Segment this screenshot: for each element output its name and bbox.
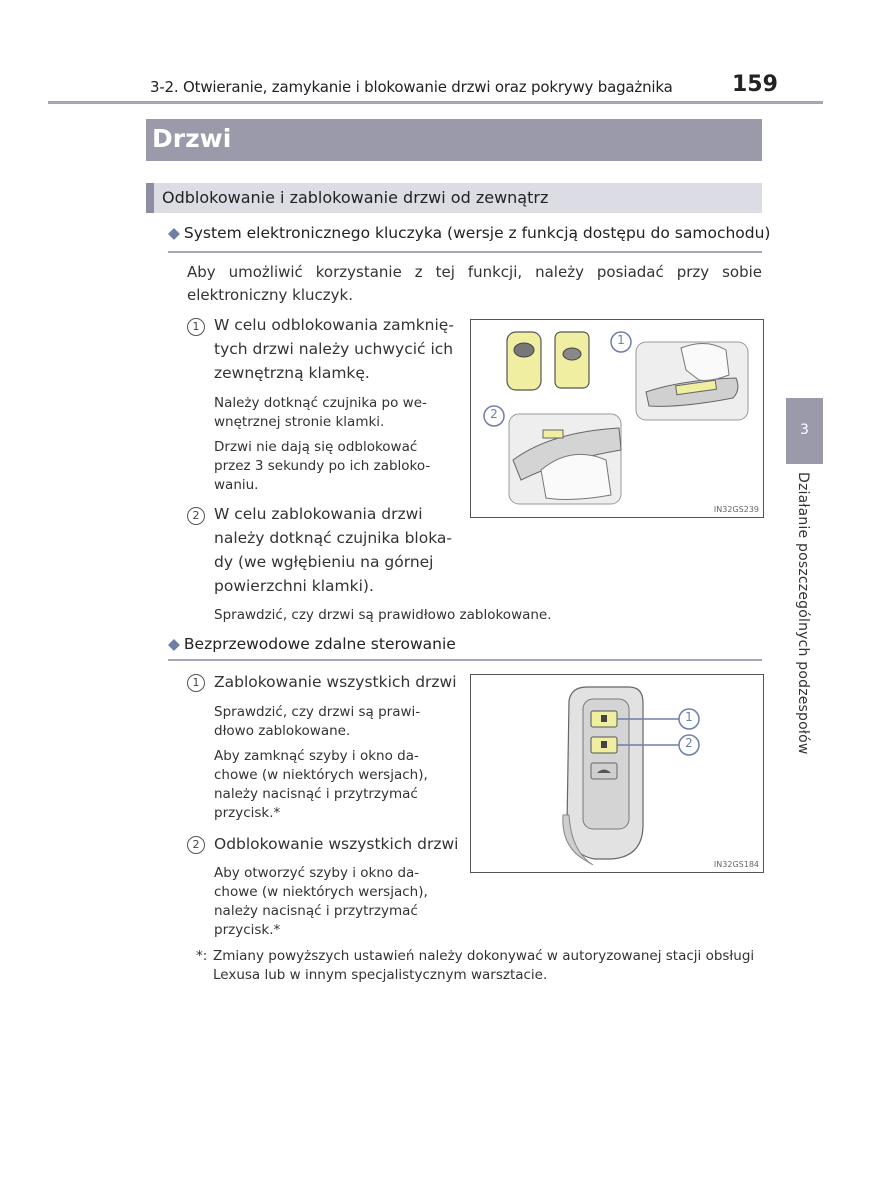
callout-number-1: 1 [187,674,205,692]
page-title-bar [146,119,762,161]
footnote [213,947,768,985]
subheading-smart-text: System elektronicznego kluczyka (wersje z funkcją dostępu do samochodu) [183,224,771,242]
remote-note-line: przycisk.* [214,805,281,821]
figure-remote-key [470,674,764,873]
figure-callout-1: 1 [685,710,693,724]
footnote-line: Zmiany powyższych ustawień należy dokonywać w autoryzowanej stacji obsługi [213,948,755,964]
smart-item-1 [214,313,454,385]
subheading-remote [168,635,456,653]
remote-note-line: należy nacisnąć i przytrzymać [214,786,418,802]
subheading-rule [168,251,762,253]
smart-item-2-line: dy (we wgłębieniu na górnej [214,553,434,571]
figure-callout-1: 1 [617,333,625,347]
smart-note-1-line: Należy dotknąć czujnika po we- [214,395,427,411]
remote-note-line: należy nacisnąć i przytrzymać [214,903,418,919]
figure-callout-2: 2 [685,736,693,750]
remote-note-line: chowe (w niektórych wersjach), [214,767,428,783]
figure-callout-2: 2 [490,407,498,421]
remote-item-1-title: Zablokowanie wszystkich drzwi [214,673,457,691]
page-title: Drzwi [152,124,232,153]
section-title: Odblokowanie i zablokowanie drzwi od zewnątrz [162,188,549,207]
figure-code: IN32GS184 [713,860,759,869]
remote-item-1-note-2 [214,747,454,823]
header-rule [48,101,823,104]
section-bar [146,183,762,213]
door-handle-illustration [471,320,763,517]
diamond-icon: ◆ [168,224,180,242]
chapter-tab [786,398,823,464]
smart-item-1-line: tych drzwi należy uchwycić ich [214,340,454,358]
figure-door-handle [470,319,764,518]
remote-note-line: chowe (w niektórych wersjach), [214,884,428,900]
figure-code: IN32GS239 [713,505,759,514]
remote-item-2-title: Odblokowanie wszystkich drzwi [214,835,459,853]
footnote-marker: *: [196,948,208,964]
smart-item-2-line: powierzchni klamki). [214,577,374,595]
subheading-remote-text: Bezprzewodowe zdalne sterowanie [183,635,456,653]
smart-note-1 [214,394,454,432]
page-number: 159 [732,72,778,97]
remote-note-line: dłowo zablokowane. [214,723,351,739]
smart-item-1-line: zewnętrzną klamkę. [214,364,370,382]
smart-item-2-line: W celu zablokowania drzwi [214,505,423,523]
callout-number-2: 2 [187,836,205,854]
subheading-smart [168,224,770,242]
callout-number-2: 2 [187,507,205,525]
smart-item-2-line: należy dotknąć czujnika bloka- [214,529,453,547]
remote-note-line: przycisk.* [214,922,281,938]
check-note: Sprawdzić, czy drzwi są prawidłowo zablokowane. [214,607,552,623]
chapter-label: Działanie poszczególnych podzespołów [795,472,811,755]
chapter-number: 3 [800,422,809,438]
remote-note-line: Aby otworzyć szyby i okno da- [214,865,420,881]
remote-note-line: Sprawdzić, czy drzwi są prawi- [214,704,421,720]
subheading-rule [168,659,762,661]
smart-note-2-line: Drzwi nie dają się odblokować [214,439,418,455]
remote-note-line: Aby zamknąć szyby i okno da- [214,748,419,764]
intro-paragraph: Aby umożliwić korzystanie z tej funkcji, należy posiadać przy sobie elektroniczny kluczyk. [187,263,762,304]
smart-note-2 [214,438,454,495]
smart-note-1-line: wnętrznej stronie klamki. [214,414,385,430]
remote-item-1-note-1 [214,703,454,741]
smart-item-1-line: W celu odblokowania zamknię- [214,316,454,334]
section-accent [146,183,154,213]
remote-item-2-note [214,864,454,940]
smart-item-2 [214,502,454,598]
callout-number-1: 1 [187,318,205,336]
smart-note-2-line: przez 3 sekundy po ich zabloko- [214,458,431,474]
smart-note-2-line: waniu. [214,477,259,493]
footnote-line: Lexusa lub w innym specjalistycznym warsztacie. [213,967,548,983]
remote-key-illustration [471,675,763,872]
running-header: 3-2. Otwieranie, zamykanie i blokowanie drzwi oraz pokrywy bagażnika [150,78,673,96]
diamond-icon: ◆ [168,635,180,653]
key-fob-icon [507,332,541,390]
